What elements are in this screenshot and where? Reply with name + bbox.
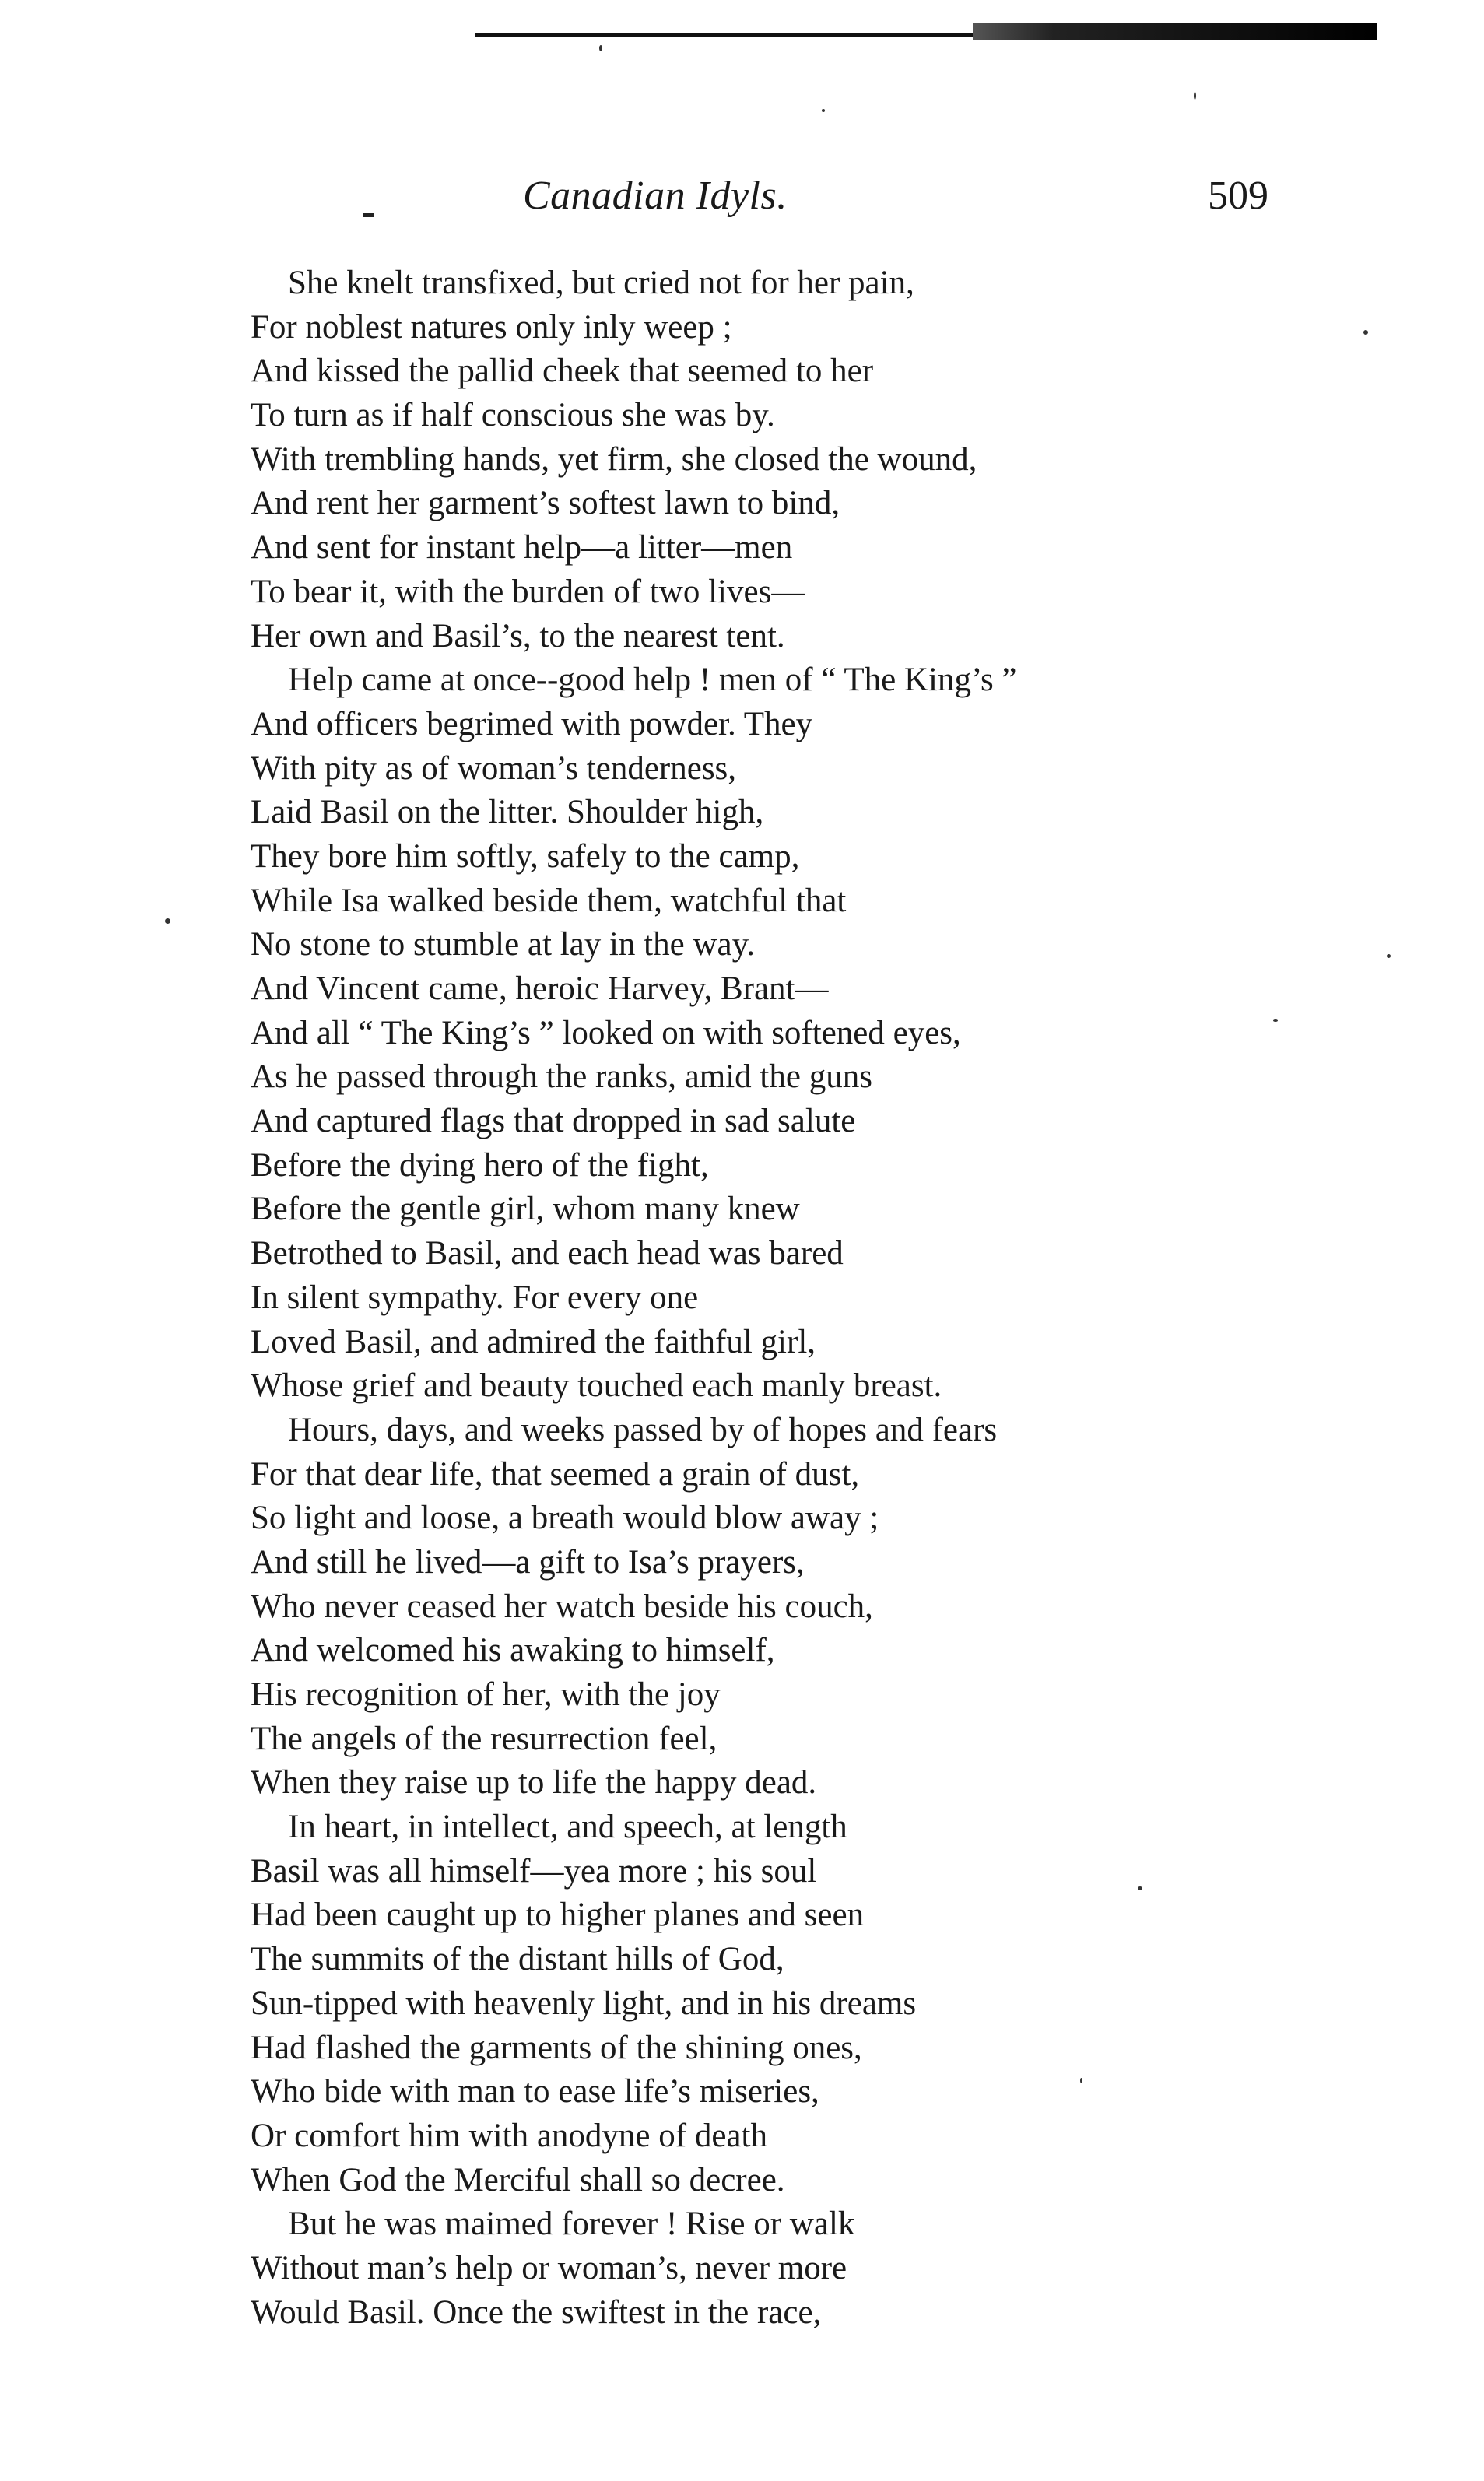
poem-line: In silent sympathy. For every one — [251, 1279, 699, 1316]
poem-line: For that dear life, that seemed a grain of dust, — [251, 1455, 860, 1493]
poem-line: And still he lived—a gift to Isa’s prayers, — [251, 1543, 805, 1581]
poem-line: Whose grief and beauty touched each manly breast. — [251, 1367, 942, 1405]
poem-line: As he passed through the ranks, amid the guns — [251, 1058, 872, 1096]
poem-line: Before the dying hero of the fight, — [251, 1146, 709, 1184]
poem-line: Basil was all himself—yea more ; his soul — [251, 1852, 817, 1890]
poem-line: When they raise up to life the happy dead. — [251, 1764, 817, 1802]
poem-line: She knelt transfixed, but cried not for her pain, — [288, 265, 914, 301]
margin-dash-mark — [363, 213, 374, 217]
scan-speck — [1363, 330, 1368, 335]
poem-line: Without man’s help or woman’s, never more — [251, 2249, 847, 2286]
poem-line: Laid Basil on the litter. Shoulder high, — [251, 794, 764, 831]
scan-speck — [599, 45, 602, 51]
poem-line: Hours, days, and weeks passed by of hopes and fears — [288, 1411, 998, 1448]
poem-line: With trembling hands, yet firm, she closed the wound, — [251, 440, 977, 478]
poem-line: And sent for instant help—a litter—men — [251, 529, 793, 567]
poem-line: And welcomed his awaking to himself, — [251, 1632, 775, 1669]
scan-speck — [1194, 92, 1196, 100]
poem-line: But he was maimed forever ! Rise or walk — [288, 2206, 855, 2243]
poem-line: Had flashed the garments of the shining ones, — [251, 2029, 862, 2066]
running-title: Canadian Idyls. — [523, 174, 788, 218]
poem-line: Would Basil. Once the swiftest in the race, — [251, 2293, 822, 2331]
poem-line: Who never ceased her watch beside his couch, — [251, 1588, 873, 1625]
poem-line: Her own and Basil’s, to the nearest tent. — [251, 617, 785, 654]
poem-line: Betrothed to Basil, and each head was bared — [251, 1235, 844, 1272]
top-rule — [475, 22, 1377, 42]
poem-line: And captured flags that dropped in sad salute — [251, 1103, 856, 1140]
poem-line: To turn as if half conscious she was by. — [251, 397, 775, 434]
poem-line: For noblest natures only inly weep ; — [251, 308, 732, 346]
poem-line: No stone to stumble at lay in the way. — [251, 926, 756, 963]
poem-line: And officers begrimed with powder. They — [251, 705, 813, 742]
poem-line: Loved Basil, and admired the faithful girl, — [251, 1323, 816, 1360]
poem-line: Or comfort him with anodyne of death — [251, 2117, 767, 2154]
poem-line: With pity as of woman’s tenderness, — [251, 749, 737, 787]
top-rule-thick — [973, 23, 1377, 40]
poem-line: And kissed the pallid cheek that seemed to her — [251, 353, 874, 390]
page-number: 509 — [1208, 174, 1268, 218]
poem-line: In heart, in intellect, and speech, at length — [288, 1809, 847, 1846]
poem-line: While Isa walked beside them, watchful that — [251, 882, 847, 919]
poem-line: The angels of the resurrection feel, — [251, 1720, 717, 1757]
poem-line: And all “ The King’s ” looked on with softened eyes, — [251, 1014, 961, 1051]
poem-line: Had been caught up to higher planes and seen — [251, 1897, 865, 1934]
running-head — [0, 173, 1484, 227]
scan-speck — [1273, 1019, 1278, 1022]
poem-text — [251, 261, 1262, 2335]
scan-speck — [822, 109, 825, 112]
poem-line: Before the gentle girl, whom many knew — [251, 1191, 800, 1228]
scan-speck — [165, 918, 170, 924]
poem-line: The summits of the distant hills of God, — [251, 1941, 784, 1978]
poem-line: When God the Merciful shall so decree. — [251, 2161, 785, 2199]
poem-line: So light and loose, a breath would blow away ; — [251, 1500, 879, 1537]
poem-line: And rent her garment’s softest lawn to bind, — [251, 485, 840, 522]
poem-line: They bore him softly, safely to the camp, — [251, 837, 800, 875]
poem-line: His recognition of her, with the joy — [251, 1676, 721, 1713]
poem-line: And Vincent came, heroic Harvey, Brant— — [251, 970, 829, 1007]
poem-line: Sun-tipped with heavenly light, and in his dreams — [251, 1984, 917, 2022]
poem-line: To bear it, with the burden of two lives— — [251, 573, 805, 610]
poem-line: Help came at once--good help ! men of “ The King’s ” — [288, 661, 1017, 699]
scan-speck — [1387, 954, 1391, 958]
poem-line: Who bide with man to ease life’s miseries, — [251, 2073, 819, 2111]
